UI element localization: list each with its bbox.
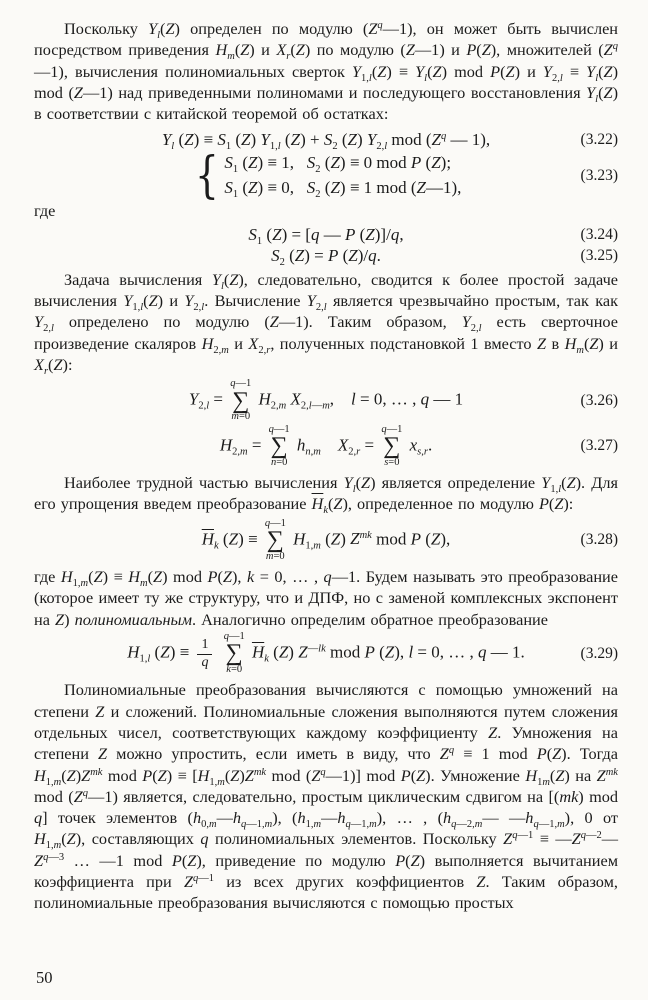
equation-3-29-number: (3.29) — [580, 644, 618, 662]
paragraph-2: Задача вычисления $Y_l(Z)$, следовательно, сводится к более простой задаче вычисления $Y_{1,l}(Z)$ и $Y_{2,l}$. Вычисление $Y_{2,l}$ является чрезвычайно простым, так как $Y_{2,l}$ определено по модулю (Z—1). Таким образом, $Y_{2,l}$ есть сверточное произведение скаляров $H_{2,m}$ и $X_{2,r}$, полученных подстановкой 1 вместо Z в $H_m(Z)$ и $X_r(Z)$: — [34, 269, 618, 377]
equation-3-26-body: $Y_{2,l}$ = q—1 ∑ m=0 $H_{2,m}$ $X_{2,l—m}$, l = 0, … , q — 1 — [188, 378, 464, 423]
equation-3-23 — [34, 146, 618, 205]
equation-3-27-number: (3.27) — [580, 437, 618, 455]
equation-3-28 — [34, 519, 618, 562]
equation-3-29-body: $H_{1,l}$ (Z) ≡ $\frac{1}{q}$ q—1 ∑ k=0 $\overline{H}_k$ (Z) $Z^{—lk}$ mod P (Z), l = 0, … , q — 1. — [127, 630, 525, 675]
equation-3-23-row2: $S_1$ (Z) ≡ 0, $S_2$ (Z) ≡ 1 mod (Z—1), — [224, 178, 462, 201]
equation-3-23-number: (3.23) — [580, 166, 618, 184]
equation-3-27 — [34, 425, 618, 468]
page-number: 50 — [36, 968, 53, 987]
equation-3-23-row1: $S_1$ (Z) ≡ 1, $S_2$ (Z) ≡ 0 mod P (Z); — [224, 153, 452, 176]
equation-3-27-body: $H_{2,m}$ = q—1 ∑ n=0 $h_{n,m}$ $X_{2,r}$ = q—1 ∑ s=0 $x_{s,r}$. — [219, 423, 433, 468]
equation-3-26 — [34, 379, 618, 422]
equation-3-25-body: $S_2$ (Z) = P (Z)/q. — [271, 245, 381, 268]
paragraph-5: Полиномиальные преобразования вычисляются с помощью умножений на степени Z и сложений. Полиномиальные сложения выполняются путем сложения отдельных чисел, соответствующих каждому коэффициенту Z. Умножения на степени Z можно упростить, если иметь в виду, что $Z^q \equiv 1$ mod P(Z). Тогда $H_{1,m}(Z)Z^{mk}$ mod $P(Z) \equiv [H_{1,m}(Z)Z^{mk}$ mod $(Z^q—1)$] mod P(Z). Умножение $H_{1m}(Z)$ на $Z^{mk}$ mod $(Z^q—1)$ является, следовательно, простым циклическим сдвигом на [(mk) mod q] точек элементов $(h_{0,m}—h_{q—1,m})$, $(h_{1,m}—h_{q—1,m})$, … , ($h_{q—2,m}—$ $—h_{q—1,m}$), 0 от $H_{1,m}(Z)$, составляющих q полиномиальных элементов. Поскольку $Z^{q—1}$ ≡ $—Z^{q—2}—Z^{q—3}$ … —1 mod P(Z), приведение по модулю P(Z) выполняется вычитанием коэффициента при $Z^{q—1}$ из всех других коэффициентов Z. Таким образом, полиномиальные преобразования вычисляются с помощью простых — [34, 680, 619, 913]
equation-3-24 — [34, 225, 618, 245]
paragraph-4: где $H_{1,m}(Z) \equiv H_m(Z)$ mod P(Z), k = 0, … , q—1. Будем называть это преобразование (которое имеет ту же структуру, что и ДПФ, но с заменой комплексных экспонент на Z) полиномиальным. Аналогично определим обратное преобразование — [34, 567, 618, 629]
equation-3-24-body: $S_1$ (Z) = [q — P (Z)]/q, — [248, 224, 404, 247]
equation-3-25-number: (3.25) — [580, 246, 618, 264]
paragraph-3: Наиболее трудной частью вычисления $Y_l(Z)$ является определение $Y_{1,l}(Z)$. Для его упрощения введем преобразование $\overline{H}_k(Z)$, определенное по модулю P(Z): — [34, 473, 618, 517]
equation-3-28-number: (3.28) — [580, 531, 618, 549]
paragraph-1: Поскольку $Y_l(Z)$ определен по модулю $(Z^q—1)$, он может быть вычислен посредством приведения $H_m(Z)$ и $X_r(Z)$ по модулю (Z—1) и P(Z), множителей $(Z^q—1)$, вычисления полиномиальных сверток $Y_{1,l}(Z) \equiv Y_l(Z)$ mod P(Z) и $Y_{2,l} \equiv Y_l(Z)$ mod (Z—1) над приведенными полиномами и последующего восстановления $Y_l(Z)$ в соответствии с китайской теоремой об остатках: — [34, 19, 619, 124]
equation-3-26-number: (3.26) — [580, 391, 618, 409]
equation-3-25 — [34, 246, 618, 266]
equation-3-24-number: (3.24) — [580, 225, 618, 243]
equation-3-28-body: $\overline{H}_k$ (Z) ≡ q—1 ∑ m=0 $H_{1,m}$ (Z) $Z^{mk}$ mod P (Z), — [201, 517, 451, 562]
equation-3-29 — [34, 632, 618, 675]
equation-3-22-body: $Y_l$ $(Z) \equiv S_1$ (Z) $Y_{1,l}$ $(Z) + S_2$ (Z) $Y_{2,l}$ mod ($Z^q$ — 1), — [161, 130, 491, 153]
equation-3-22 — [34, 130, 618, 153]
equation-3-23-system — [191, 146, 462, 205]
where-label: где — [34, 201, 56, 221]
equation-3-22-number: (3.22) — [580, 131, 618, 149]
left-brace-icon: { — [194, 146, 219, 205]
